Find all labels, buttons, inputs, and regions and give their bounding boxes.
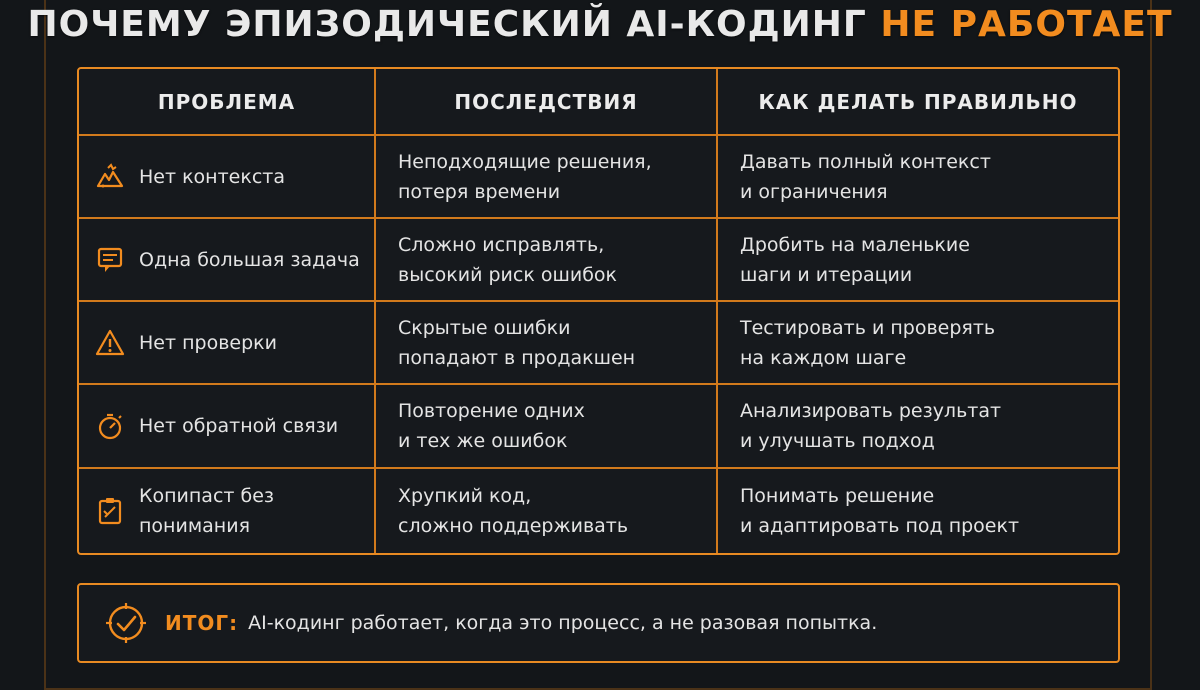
consequence-line-1: Повторение одних	[398, 400, 585, 422]
solution-line-2: и ограничения	[740, 180, 888, 203]
page-title	[0, 4, 1200, 45]
solution-line-1: Тестировать и проверять	[740, 316, 996, 339]
table-row	[79, 383, 1118, 467]
solution-line-2: шаги и итерации	[740, 263, 913, 286]
header-problem: ПРОБЛЕМА	[79, 69, 376, 134]
problem-text: Нет обратной связи	[139, 415, 339, 437]
solution-line-1: Давать полный контекст	[740, 150, 991, 173]
problem-cell	[79, 385, 376, 467]
consequence-cell	[376, 385, 718, 467]
target-check-icon	[105, 602, 147, 644]
consequence-cell	[376, 469, 718, 553]
table-row	[79, 217, 1118, 300]
consequence-line-2: потеря времени	[398, 180, 561, 203]
summary-box	[77, 583, 1120, 663]
clipboard-icon	[93, 496, 127, 526]
problem-text: Копипаст без понимания	[139, 485, 275, 537]
summary-text: AI-кодинг работает, когда это процесс, а не разовая попытка.	[248, 612, 878, 634]
title-main: ПОЧЕМУ ЭПИЗОДИЧЕСКИЙ AI-КОДИНГ	[27, 4, 867, 45]
warning-triangle-icon	[93, 328, 127, 358]
problem-cell	[79, 136, 376, 217]
summary-label: ИТОГ:	[165, 611, 239, 635]
table-row	[79, 467, 1118, 553]
table-row	[79, 134, 1118, 217]
problem-text: Нет контекста	[139, 165, 285, 188]
consequence-line-2: высокий риск ошибок	[398, 263, 618, 286]
problem-cell	[79, 219, 376, 300]
header-solution: КАК ДЕЛАТЬ ПРАВИЛЬНО	[758, 89, 1078, 114]
solution-cell	[718, 469, 1118, 553]
consequence-line-2: попадают в продакшен	[398, 346, 636, 369]
consequence-cell	[376, 302, 718, 383]
task-list-icon	[93, 245, 127, 275]
consequence-line-1: Скрытые ошибки	[398, 316, 571, 339]
stopwatch-icon	[93, 411, 127, 441]
solution-cell	[718, 385, 1118, 467]
solution-line-1: Понимать решение	[740, 485, 935, 507]
consequence-cell	[376, 136, 718, 217]
solution-line-2: на каждом шаге	[740, 346, 907, 369]
solution-cell	[718, 302, 1118, 383]
broken-puzzle-icon	[93, 162, 127, 192]
consequence-line-2: сложно поддерживать	[398, 515, 629, 537]
consequence-line-1: Неподходящие решения,	[398, 150, 652, 173]
problem-text: Одна большая задача	[139, 248, 360, 271]
consequence-line-2: и тех же ошибок	[398, 430, 568, 452]
title-accent: НЕ РАБОТАЕТ	[880, 4, 1173, 45]
comparison-table	[77, 67, 1120, 555]
solution-line-2: и улучшать подход	[740, 430, 935, 452]
solution-line-1: Анализировать результат	[740, 400, 1002, 422]
solution-line-2: и адаптировать под проект	[740, 515, 1020, 537]
consequence-line-1: Сложно исправлять,	[398, 233, 605, 256]
solution-cell	[718, 219, 1118, 300]
problem-text: Нет проверки	[139, 331, 277, 354]
problem-cell	[79, 302, 376, 383]
solution-line-1: Дробить на маленькие	[740, 233, 970, 256]
consequence-cell	[376, 219, 718, 300]
header-consequence: ПОСЛЕДСТВИЯ	[376, 69, 718, 134]
problem-cell	[79, 469, 376, 553]
solution-cell	[718, 136, 1118, 217]
consequence-line-1: Хрупкий код,	[398, 485, 532, 507]
table-row	[79, 300, 1118, 383]
table-header-row	[79, 69, 1118, 134]
